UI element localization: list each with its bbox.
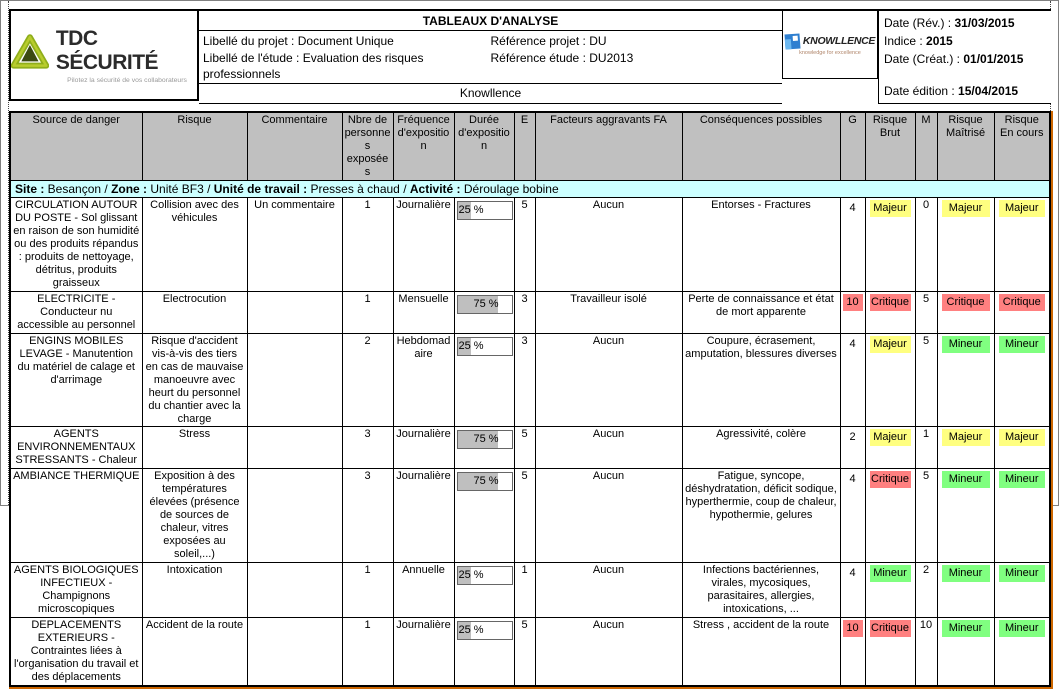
cell-source: ELECTRICITE - Conducteur nu accessible au personnel [10,291,142,333]
date-creation [884,50,1046,68]
cell-risque-brut [865,563,915,618]
cell-risque-maitrise [937,563,994,618]
cell-facteurs-aggravants: Travailleur isolé [535,291,682,333]
cell-facteurs-aggravants: Aucun [535,333,682,427]
cell-risque-maitrise [937,333,994,427]
zone-value: Unité BF3 [150,181,204,196]
cell-g [840,563,865,618]
cell-nbre-personnes: 1 [342,563,393,618]
risque-brut-badge: Critique [870,620,911,637]
cell-risque-maitrise [937,469,994,563]
cell-nbre-personnes: 3 [342,427,393,469]
cell-consequences: Fatigue, syncope, déshydratation, déficit sodique, hyperthermie, coup de chaleur, hypothermie, gelures [682,469,840,563]
table-row [10,291,1050,333]
cell-frequence: Journalière [393,469,454,563]
site-row [10,180,1050,197]
cell-nbre-personnes: 1 [342,618,393,686]
duration-gauge[interactable] [457,337,513,356]
duration-gauge[interactable] [457,472,513,491]
risque-encours-badge: Majeur [999,200,1046,217]
study-value: Evaluation des risques professionnels [203,50,424,82]
table-row [10,333,1050,427]
cell-consequences: Perte de connaissance et état de mort apparente [682,291,840,333]
risque-brut-badge: Critique [870,294,911,311]
unit-label: Unité de travail : [213,181,311,196]
date-creation-label: Date (Créat.) : [884,52,964,66]
cell-risque-maitrise [937,291,994,333]
cell-m: 5 [915,469,937,563]
col-consequences: Conséquences possibles [682,112,840,180]
separator: / [399,181,410,196]
cell-frequence: Journalière [393,198,454,292]
cell-risque: Accident de la route [142,618,247,686]
cell-duree [454,427,514,469]
gauge-label: 25 % [458,569,484,582]
g-value: 4 [849,202,856,214]
cell-facteurs-aggravants: Aucun [535,618,682,686]
risque-encours-badge: Mineur [999,565,1046,582]
activity-value: Déroulage bobine [463,181,559,196]
risque-encours-badge: Majeur [999,429,1046,446]
cell-risque-encours [994,618,1050,686]
cell-duree [454,291,514,333]
date-creation-value: 01/01/2015 [963,52,1024,66]
cell-duree [454,618,514,686]
cell-facteurs-aggravants: Aucun [535,198,682,292]
cell-risque: Electrocution [142,291,247,333]
project-label: Libellé du projet : [203,34,295,48]
cell-duree [454,563,514,618]
cell-facteurs-aggravants: Aucun [535,427,682,469]
date-revision [884,14,1046,32]
cell-risque: Stress [142,427,247,469]
cell-commentaire [247,563,342,618]
gauge-label: 75 % [473,297,499,310]
cell-risque-encours [994,333,1050,427]
col-source: Source de danger [10,112,142,180]
column-header-row [10,112,1050,180]
cell-frequence: Hebdomadaire [393,333,454,427]
cell-facteurs-aggravants: Aucun [535,469,682,563]
ref-study-value: DU2013 [589,50,634,65]
g-value: 10 [843,294,863,311]
gauge-label: 25 % [458,624,484,637]
cell-e: 5 [514,618,535,686]
date-revision-label: Date (Rév.) : [884,16,955,30]
cell-consequences: Agressivité, colère [682,427,840,469]
cell-frequence: Annuelle [393,563,454,618]
tdc-logo [9,11,199,101]
ref-study-label: Référence étude : [490,50,586,65]
cell-commentaire [247,291,342,333]
site-info [10,180,1050,197]
g-value: 10 [843,620,863,637]
cell-e: 5 [514,198,535,292]
cell-commentaire [247,618,342,686]
risque-maitrise-badge: Mineur [942,471,990,488]
cell-commentaire: Un commentaire [247,198,342,292]
col-e: E [514,112,535,180]
duration-gauge[interactable] [457,566,513,585]
cell-nbre-personnes: 1 [342,198,393,292]
separator: / [203,181,214,196]
site-label: Site : [15,181,48,196]
cell-frequence: Mensuelle [393,291,454,333]
date-revision-value: 31/03/2015 [954,16,1015,30]
cell-commentaire [247,333,342,427]
table-row [10,198,1050,292]
table-outline [9,111,1053,689]
report-page [9,9,1051,689]
risque-maitrise-badge: Mineur [942,565,990,582]
col-duree: Durée d'exposition [454,112,514,180]
ref-project-value: DU [589,34,607,48]
cell-risque-brut [865,198,915,292]
header-center [199,11,782,104]
cell-g [840,427,865,469]
report-header [9,9,1051,104]
cell-consequences: Entorses - Fractures [682,198,840,292]
g-value: 4 [849,337,856,350]
cell-m: 5 [915,291,937,333]
cell-g [840,333,865,427]
date-edition-label: Date édition : [884,84,959,98]
cell-g [840,618,865,686]
gauge-label: 75 % [473,433,499,446]
ref-study-line [491,50,779,83]
cell-risque: Risque d'accident vis-à-vis des tiers en cas de mauvaise manoeuvre avec heurt du personnel du chantier avec la charge [142,333,247,427]
knowllence-logo [782,11,878,79]
cell-e: 3 [514,291,535,333]
cell-facteurs-aggravants: Aucun [535,563,682,618]
study-label: Libellé de l'étude : [203,50,300,65]
project-value: Document Unique [297,34,394,48]
indice-value: 2015 [926,34,953,48]
site-value: Besançon [47,181,102,196]
risque-brut-badge: Mineur [870,565,911,582]
cell-nbre-personnes: 2 [342,333,393,427]
table-row [10,469,1050,563]
project-label-line [203,33,491,50]
gauge-label: 25 % [458,339,484,352]
g-value: 2 [849,431,856,444]
header-footer-text: Knowllence [199,83,782,103]
cell-source: AGENTS BIOLOGIQUES INFECTIEUX - Champignons microscopiques [10,563,142,618]
cell-risque-maitrise [937,427,994,469]
tdc-logo-tagline: Pilotez la sécurité de vos collaborateurs [67,76,187,84]
cell-consequences: Stress , accident de la route [682,618,840,686]
cell-m: 0 [915,198,937,292]
cell-risque: Intoxication [142,563,247,618]
project-info [199,31,782,83]
cell-risque-encours [994,198,1050,292]
duration-gauge[interactable] [457,430,513,449]
cell-risque: Exposition à des températures élevées (présence de sources de chaleur, vitres exposées au soleil,...) [142,469,247,563]
risque-encours-badge: Mineur [999,620,1046,637]
risque-maitrise-badge: Mineur [942,620,990,637]
col-frequence: Fréquence d'exposition [393,112,454,180]
col-facteurs: Facteurs aggravants FA [535,112,682,180]
cell-nbre-personnes: 3 [342,469,393,563]
knowllence-tagline: knowledge for excellence [799,49,861,56]
cell-m: 2 [915,563,937,618]
cell-risque-maitrise [937,198,994,292]
col-risque-brut: Risque Brut [865,112,915,180]
cell-risque-brut [865,333,915,427]
cell-m: 5 [915,333,937,427]
table-row [10,563,1050,618]
cell-m: 1 [915,427,937,469]
risque-brut-badge: Majeur [870,200,911,217]
knowllence-name: KNOWLLENCE [802,35,876,47]
cell-commentaire [247,469,342,563]
cell-commentaire [247,427,342,469]
cell-source: CIRCULATION AUTOUR DU POSTE - Sol glissant en raison de son humidité ou des produits répandus : produits de nettoyage, détritus, produits graisseux [10,198,142,292]
cell-g [840,198,865,292]
cell-duree [454,333,514,427]
col-risque-maitrise: Risque Maîtrisé [937,112,994,180]
cell-e: 5 [514,427,535,469]
cell-risque-encours [994,427,1050,469]
col-risque: Risque [142,112,247,180]
duration-gauge[interactable] [457,201,513,220]
analysis-table [9,111,1051,687]
cell-m: 10 [915,618,937,686]
gauge-label: 25 % [458,204,484,216]
cell-risque-brut [865,618,915,686]
tdc-triangle-icon [11,33,49,69]
risque-maitrise-badge: Majeur [942,200,990,217]
tdc-logo-title: TDC SÉCURITÉ [55,26,159,74]
indice-label: Indice : [884,34,927,48]
cell-e: 3 [514,333,535,427]
cell-source: AGENTS ENVIRONNEMENTAUX STRESSANTS - Chaleur [10,427,142,469]
indice [884,32,1046,50]
cell-duree [454,469,514,563]
gauge-label: 75 % [473,475,499,488]
col-g: G [840,112,865,180]
cell-risque-maitrise [937,618,994,686]
knowllence-icon [784,33,800,49]
ref-project-line [491,33,779,50]
cell-frequence: Journalière [393,618,454,686]
risque-maitrise-badge: Mineur [942,336,990,353]
cell-source: ENGINS MOBILES LEVAGE - Manutention du matériel de calage et d'arrimage [10,333,142,427]
cell-e: 1 [514,563,535,618]
cell-frequence: Journalière [393,427,454,469]
col-m: M [915,112,937,180]
separator: / [101,181,112,196]
col-nbre: Nbre de personnes exposées [342,112,393,180]
risque-encours-badge: Critique [999,294,1046,311]
risque-encours-badge: Mineur [999,471,1046,488]
ref-project-label: Référence projet : [490,34,586,48]
cell-risque: Collision avec des véhicules [142,198,247,292]
risque-brut-badge: Majeur [870,429,911,446]
date-edition-value: 15/04/2015 [958,84,1019,98]
col-commentaire: Commentaire [247,112,342,180]
cell-consequences: Coupure, écrasement, amputation, blessures diverses [682,333,840,427]
risque-maitrise-badge: Critique [942,294,990,311]
risque-brut-badge: Majeur [870,336,911,353]
cell-risque-encours [994,563,1050,618]
cell-risque-brut [865,291,915,333]
cell-consequences: Infections bactériennes, virales, mycosiques, parasitaires, allergies, intoxications, ... [682,563,840,618]
cell-risque-brut [865,469,915,563]
risque-brut-badge: Critique [870,471,911,488]
table-row [10,427,1050,469]
cell-g [840,469,865,563]
risque-maitrise-badge: Majeur [942,429,990,446]
unit-value: Presses à chaud [310,181,400,196]
cell-g [840,291,865,333]
cell-duree [454,198,514,292]
dates-panel [878,11,1051,104]
study-label-line [203,50,491,83]
duration-gauge[interactable] [457,295,513,314]
zone-label: Zone : [111,181,151,196]
cell-source: AMBIANCE THERMIQUE [10,469,142,563]
table-row [10,618,1050,686]
cell-nbre-personnes: 1 [342,291,393,333]
duration-gauge[interactable] [457,621,513,640]
cell-e: 5 [514,469,535,563]
cell-risque-brut [865,427,915,469]
col-risque-encours: Risque En cours [994,112,1050,180]
cell-risque-encours [994,469,1050,563]
cell-risque-encours [994,291,1050,333]
risque-encours-badge: Mineur [999,336,1046,353]
g-value: 4 [849,473,856,486]
page-title: TABLEAUX D'ANALYSE [199,11,782,31]
g-value: 4 [849,567,856,580]
date-edition [884,82,1046,100]
activity-label: Activité : [409,181,464,196]
cell-source: DEPLACEMENTS EXTERIEURS - Contraintes liées à l'organisation du travail et des déplacements [10,618,142,686]
